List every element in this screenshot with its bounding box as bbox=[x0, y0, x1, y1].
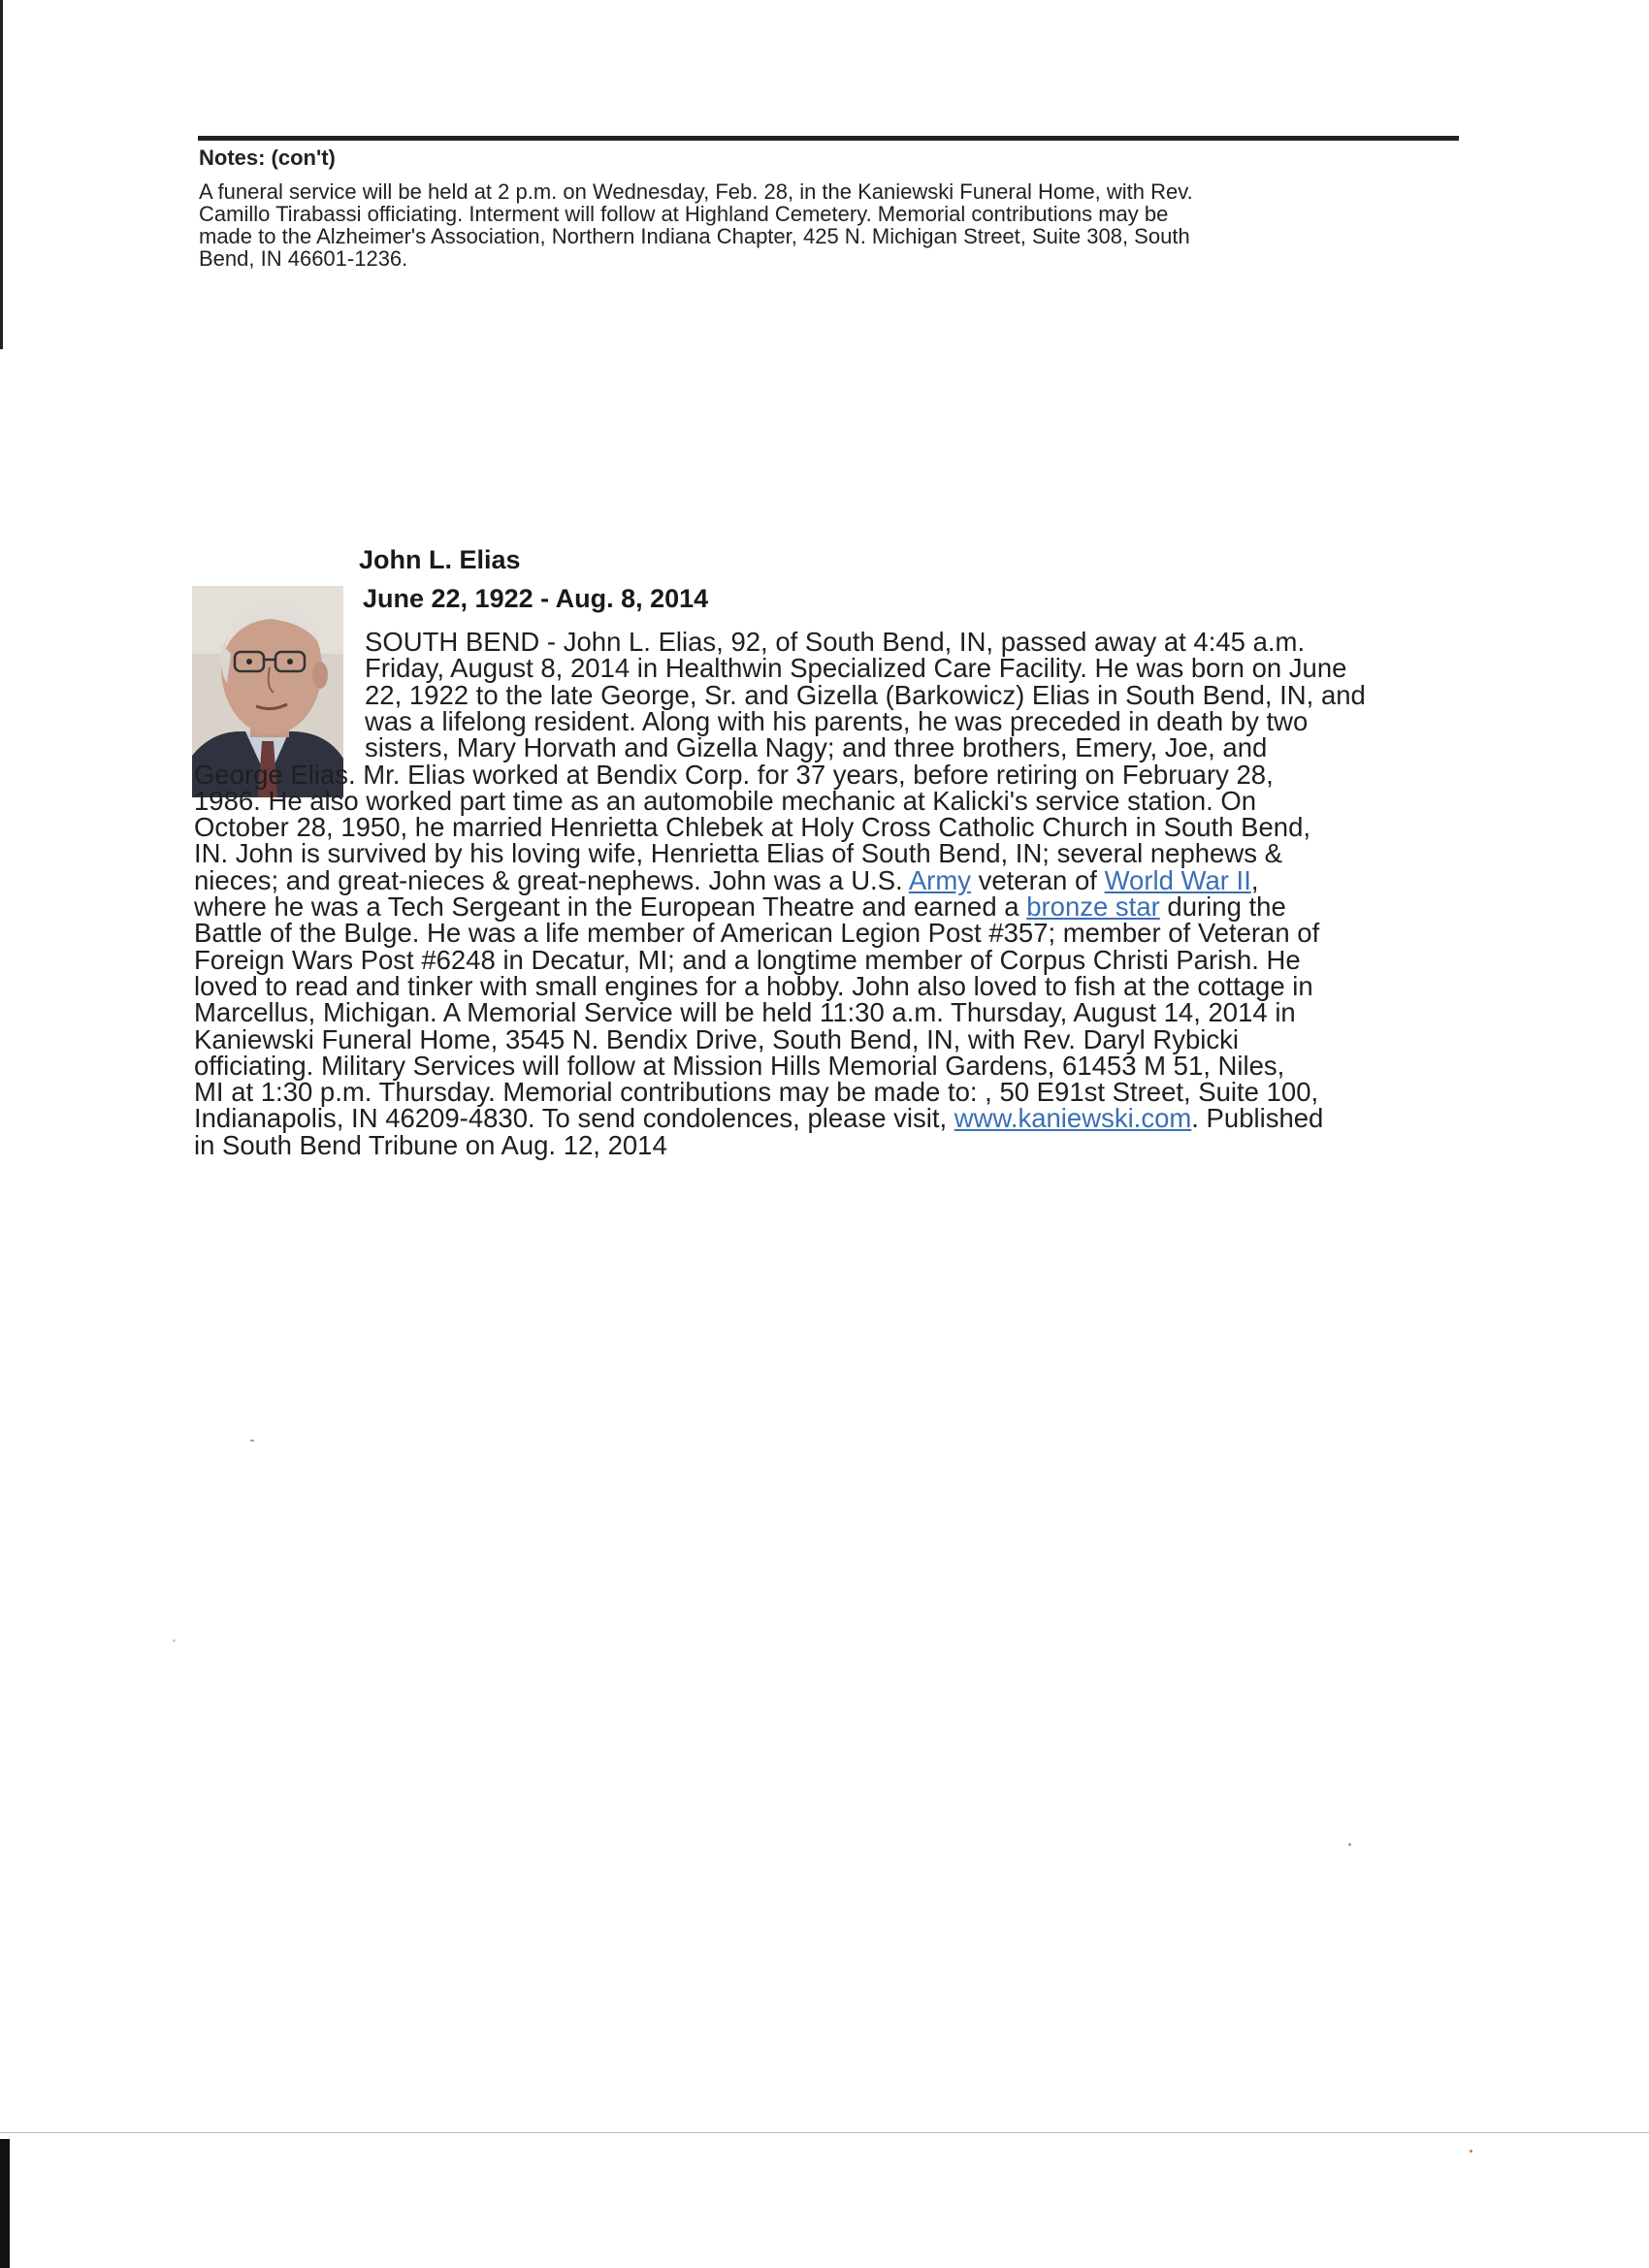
scan-fold-line bbox=[0, 2132, 1649, 2133]
obituary-text: where he was a Tech Sergeant in the European Theatre and earned a bbox=[194, 891, 1027, 922]
obituary-text: . Published bbox=[1191, 1103, 1324, 1134]
notes-divider bbox=[198, 136, 1459, 141]
obituary-line: 1986. He also worked part time as an automobile mechanic at Kalicki's service station. On bbox=[194, 785, 1257, 816]
link-bronze-star[interactable]: bronze star bbox=[1026, 891, 1160, 922]
notes-line: A funeral service will be held at 2 p.m. on Wednesday, Feb. 28, in the Kaniewski Funeral Home, with Rev. bbox=[199, 179, 1193, 204]
obituary-line: SOUTH BEND - John L. Elias, 92, of South Bend, IN, passed away at 4:45 a.m. bbox=[365, 627, 1306, 657]
scan-speck bbox=[1348, 1843, 1351, 1846]
obituary-line: 22, 1922 to the late George, Sr. and Gizella (Barkowicz) Elias in South Bend, IN, and bbox=[365, 679, 1366, 710]
scan-speck bbox=[173, 1639, 176, 1642]
obituary-line: Kaniewski Funeral Home, 3545 N. Bendix Drive, South Bend, IN, with Rev. Daryl Rybicki bbox=[194, 1023, 1240, 1054]
obituary-line: Friday, August 8, 2014 in Healthwin Specialized Care Facility. He was born on June bbox=[365, 653, 1347, 684]
scan-speck bbox=[1470, 2150, 1472, 2153]
notes-body bbox=[199, 180, 1460, 270]
obituary-line: Battle of the Bulge. He was a life member of American Legion Post #357; member of Veteran of bbox=[194, 918, 1320, 949]
scan-edge-bottom bbox=[0, 2139, 10, 2268]
link-army[interactable]: Army bbox=[908, 864, 971, 895]
obituary-line: October 28, 1950, he married Henrietta Chlebek at Holy Cross Catholic Church in South Bend, bbox=[194, 812, 1311, 843]
notes-line: made to the Alzheimer's Association, Northern Indiana Chapter, 425 N. Michigan Street, Suite 308, South bbox=[199, 224, 1190, 248]
obituary-dates: June 22, 1922 - Aug. 8, 2014 bbox=[363, 584, 709, 613]
notes-line: Bend, IN 46601-1236. bbox=[199, 246, 408, 271]
notes-line: Camillo Tirabassi officiating. Interment will follow at Highland Cemetery. Memorial contributions may be bbox=[199, 202, 1169, 226]
obituary-line: was a lifelong resident. Along with his parents, he was preceded in death by two bbox=[365, 705, 1309, 736]
obituary-line: Foreign Wars Post #6248 in Decatur, MI; and a longtime member of Corpus Christi Parish. He bbox=[194, 944, 1301, 975]
obituary-line: sisters, Mary Horvath and Gizella Nagy; and three brothers, Emery, Joe, and bbox=[365, 732, 1268, 763]
obituary-line: IN. John is survived by his loving wife, Henrietta Elias of South Bend, IN; several nephews & bbox=[194, 838, 1282, 869]
link-www-kaniewski-com[interactable]: www.kaniewski.com bbox=[954, 1103, 1192, 1134]
obituary-text: Indianapolis, IN 46209-4830. To send condolences, please visit, bbox=[194, 1103, 954, 1134]
obituary-line: Marcellus, Michigan. A Memorial Service will be held 11:30 a.m. Thursday, August 14, 2014 in bbox=[194, 997, 1296, 1028]
scan-speck bbox=[250, 1440, 254, 1442]
obituary-text: nieces; and great-nieces & great-nephews. John was a U.S. bbox=[194, 864, 909, 895]
obituary-line: in South Bend Tribune on Aug. 12, 2014 bbox=[194, 1129, 667, 1160]
obituary-text: veteran of bbox=[970, 864, 1105, 895]
obituary-text: , bbox=[1250, 864, 1259, 895]
notes-heading: Notes: (con't) bbox=[199, 146, 336, 170]
obituary-name: John L. Elias bbox=[359, 545, 521, 574]
obituary-line: officiating. Military Services will follow at Mission Hills Memorial Gardens, 61453 M 51, Niles, bbox=[194, 1050, 1285, 1081]
scan-edge bbox=[0, 0, 3, 349]
link-world-war-ii[interactable]: World War II bbox=[1104, 864, 1251, 895]
obituary-line: loved to read and tinker with small engines for a hobby. John also loved to fish at the cottage in bbox=[194, 970, 1313, 1001]
obituary-line: George Elias. Mr. Elias worked at Bendix Corp. for 37 years, before retiring on February 28, bbox=[194, 759, 1274, 790]
obituary-text: during the bbox=[1159, 891, 1286, 922]
obituary-line: MI at 1:30 p.m. Thursday. Memorial contributions may be made to: , 50 E91st Street, Suite 100, bbox=[194, 1077, 1319, 1108]
